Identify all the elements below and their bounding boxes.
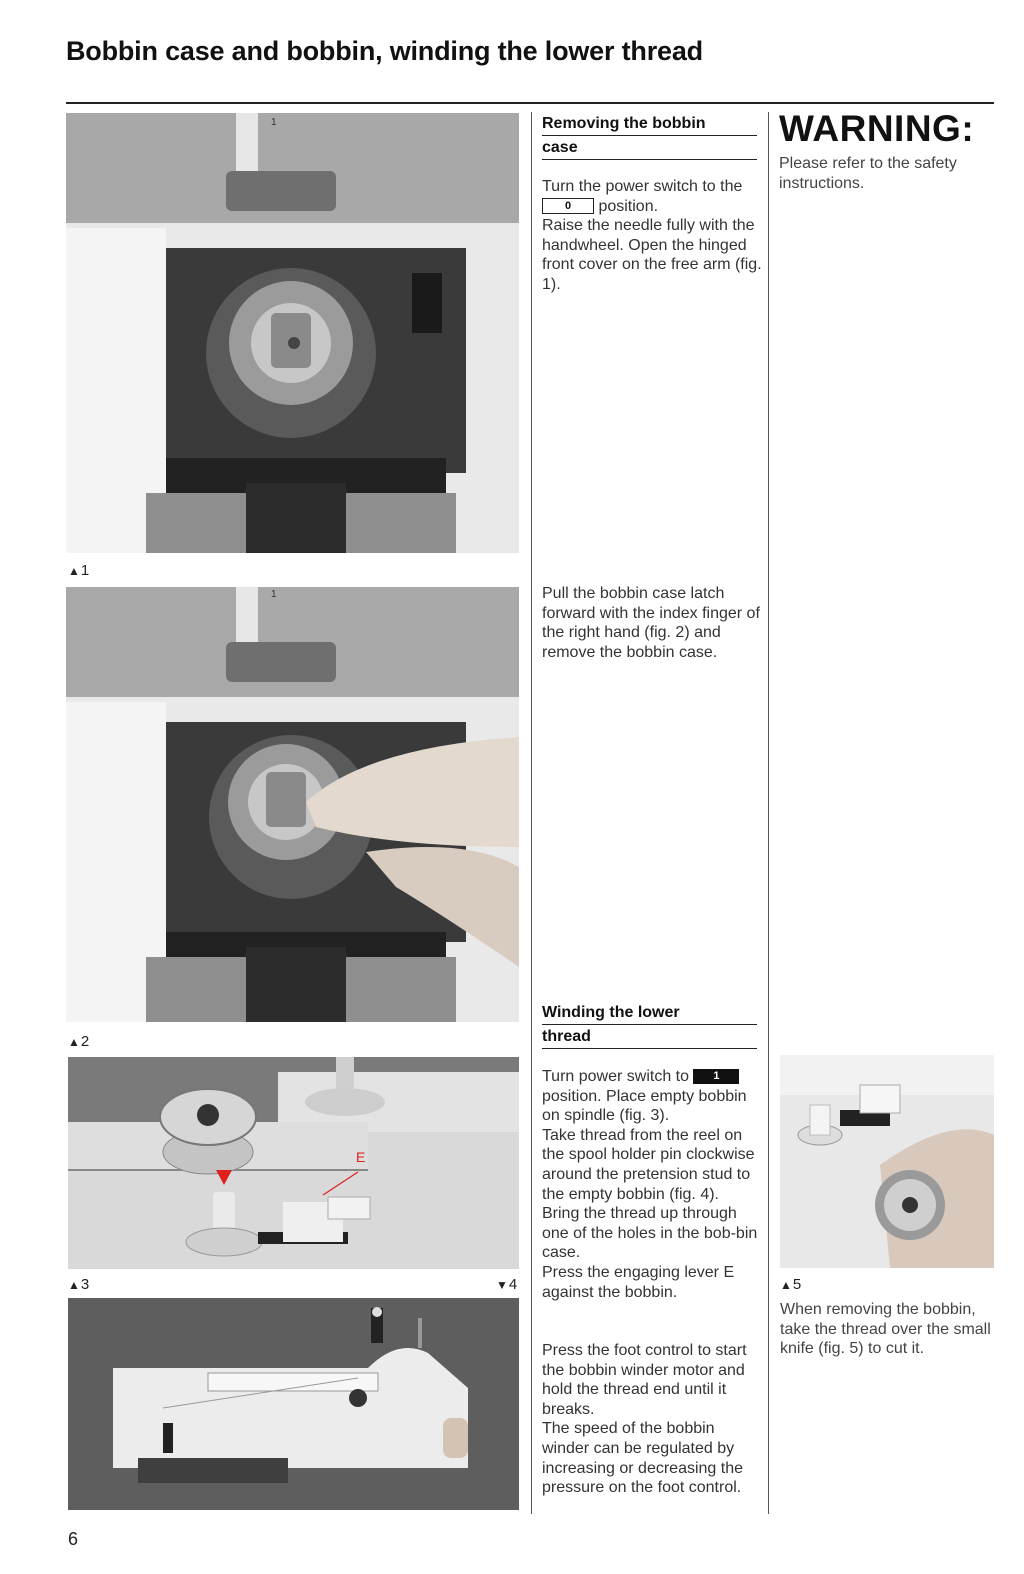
- page-number: 6: [68, 1529, 79, 1549]
- figure-2-label: ▲2: [68, 1033, 90, 1050]
- heading-winding-lower-thread: Winding the lower thread: [542, 1001, 757, 1049]
- figure-1-bobbin-area-open: [66, 113, 519, 553]
- figure-5-cutting-thread: [780, 1055, 994, 1268]
- figure-5-label: ▲5: [780, 1276, 802, 1293]
- figure-1-tag: 1: [271, 117, 277, 128]
- figure-4-machine-threading-path: [68, 1298, 519, 1510]
- power-switch-off-symbol: 0: [542, 198, 594, 214]
- figure-3-label: ▲3: [68, 1276, 90, 1293]
- figure-1-label: ▲1: [68, 562, 90, 579]
- page-title: Bobbin case and bobbin, winding the lower thread: [66, 36, 703, 66]
- column-divider-left: [531, 112, 532, 1514]
- header-rule: [66, 102, 994, 104]
- triangle-down-icon: ▼: [496, 1278, 508, 1292]
- figure-2-tag: 1: [271, 589, 277, 600]
- warning-text: Please refer to the safety instructions.: [779, 155, 957, 192]
- heading-removing-bobbin-case: Removing the bobbin case: [542, 112, 757, 160]
- triangle-up-icon: ▲: [68, 1278, 80, 1292]
- figure-4-label: ▼4: [496, 1276, 518, 1293]
- figure-3-bobbin-on-spindle: [68, 1057, 519, 1269]
- power-switch-on-symbol: 1: [693, 1069, 739, 1084]
- warning-title: WARNING:: [779, 108, 975, 149]
- triangle-up-icon: ▲: [780, 1278, 792, 1292]
- figure-2-finger-on-latch: [66, 587, 519, 1022]
- remove-latch-instructions: Pull the bobbin case latch forward with the index finger of the right hand (fig. 2) and remove the bobbin case.: [542, 585, 760, 661]
- figure-5-note: When removing the bobbin, take the thread over the small knife (fig. 5) to cut it.: [780, 1301, 991, 1358]
- lever-e-annotation: E: [356, 1149, 366, 1165]
- triangle-up-icon: ▲: [68, 1035, 80, 1049]
- foot-control-instructions: Press the foot control to start the bobbin winder motor and hold the thread end until it breaks. The speed of the bobbin winder can be regulated by increasing or decreasing the pressure on the foot control.: [542, 1342, 747, 1497]
- winding-instructions: Turn power switch to 1 position. Place empty bobbin on spindle (fig. 3). Take thread from the reel on the spool holder pin clockwise around the pretension stud to the empty bobbin (fig. 4). Bring the thread up through one of the holes in the bob-bin case. Press the engaging lever E against the bobbin.: [542, 1068, 758, 1301]
- triangle-up-icon: ▲: [68, 564, 80, 578]
- removing-instructions: Turn the power switch to the 0 position. Raise the needle fully with the handwheel. Open the hinged front cover on the free arm (fig. 1).: [542, 178, 762, 293]
- column-divider-right: [768, 112, 769, 1514]
